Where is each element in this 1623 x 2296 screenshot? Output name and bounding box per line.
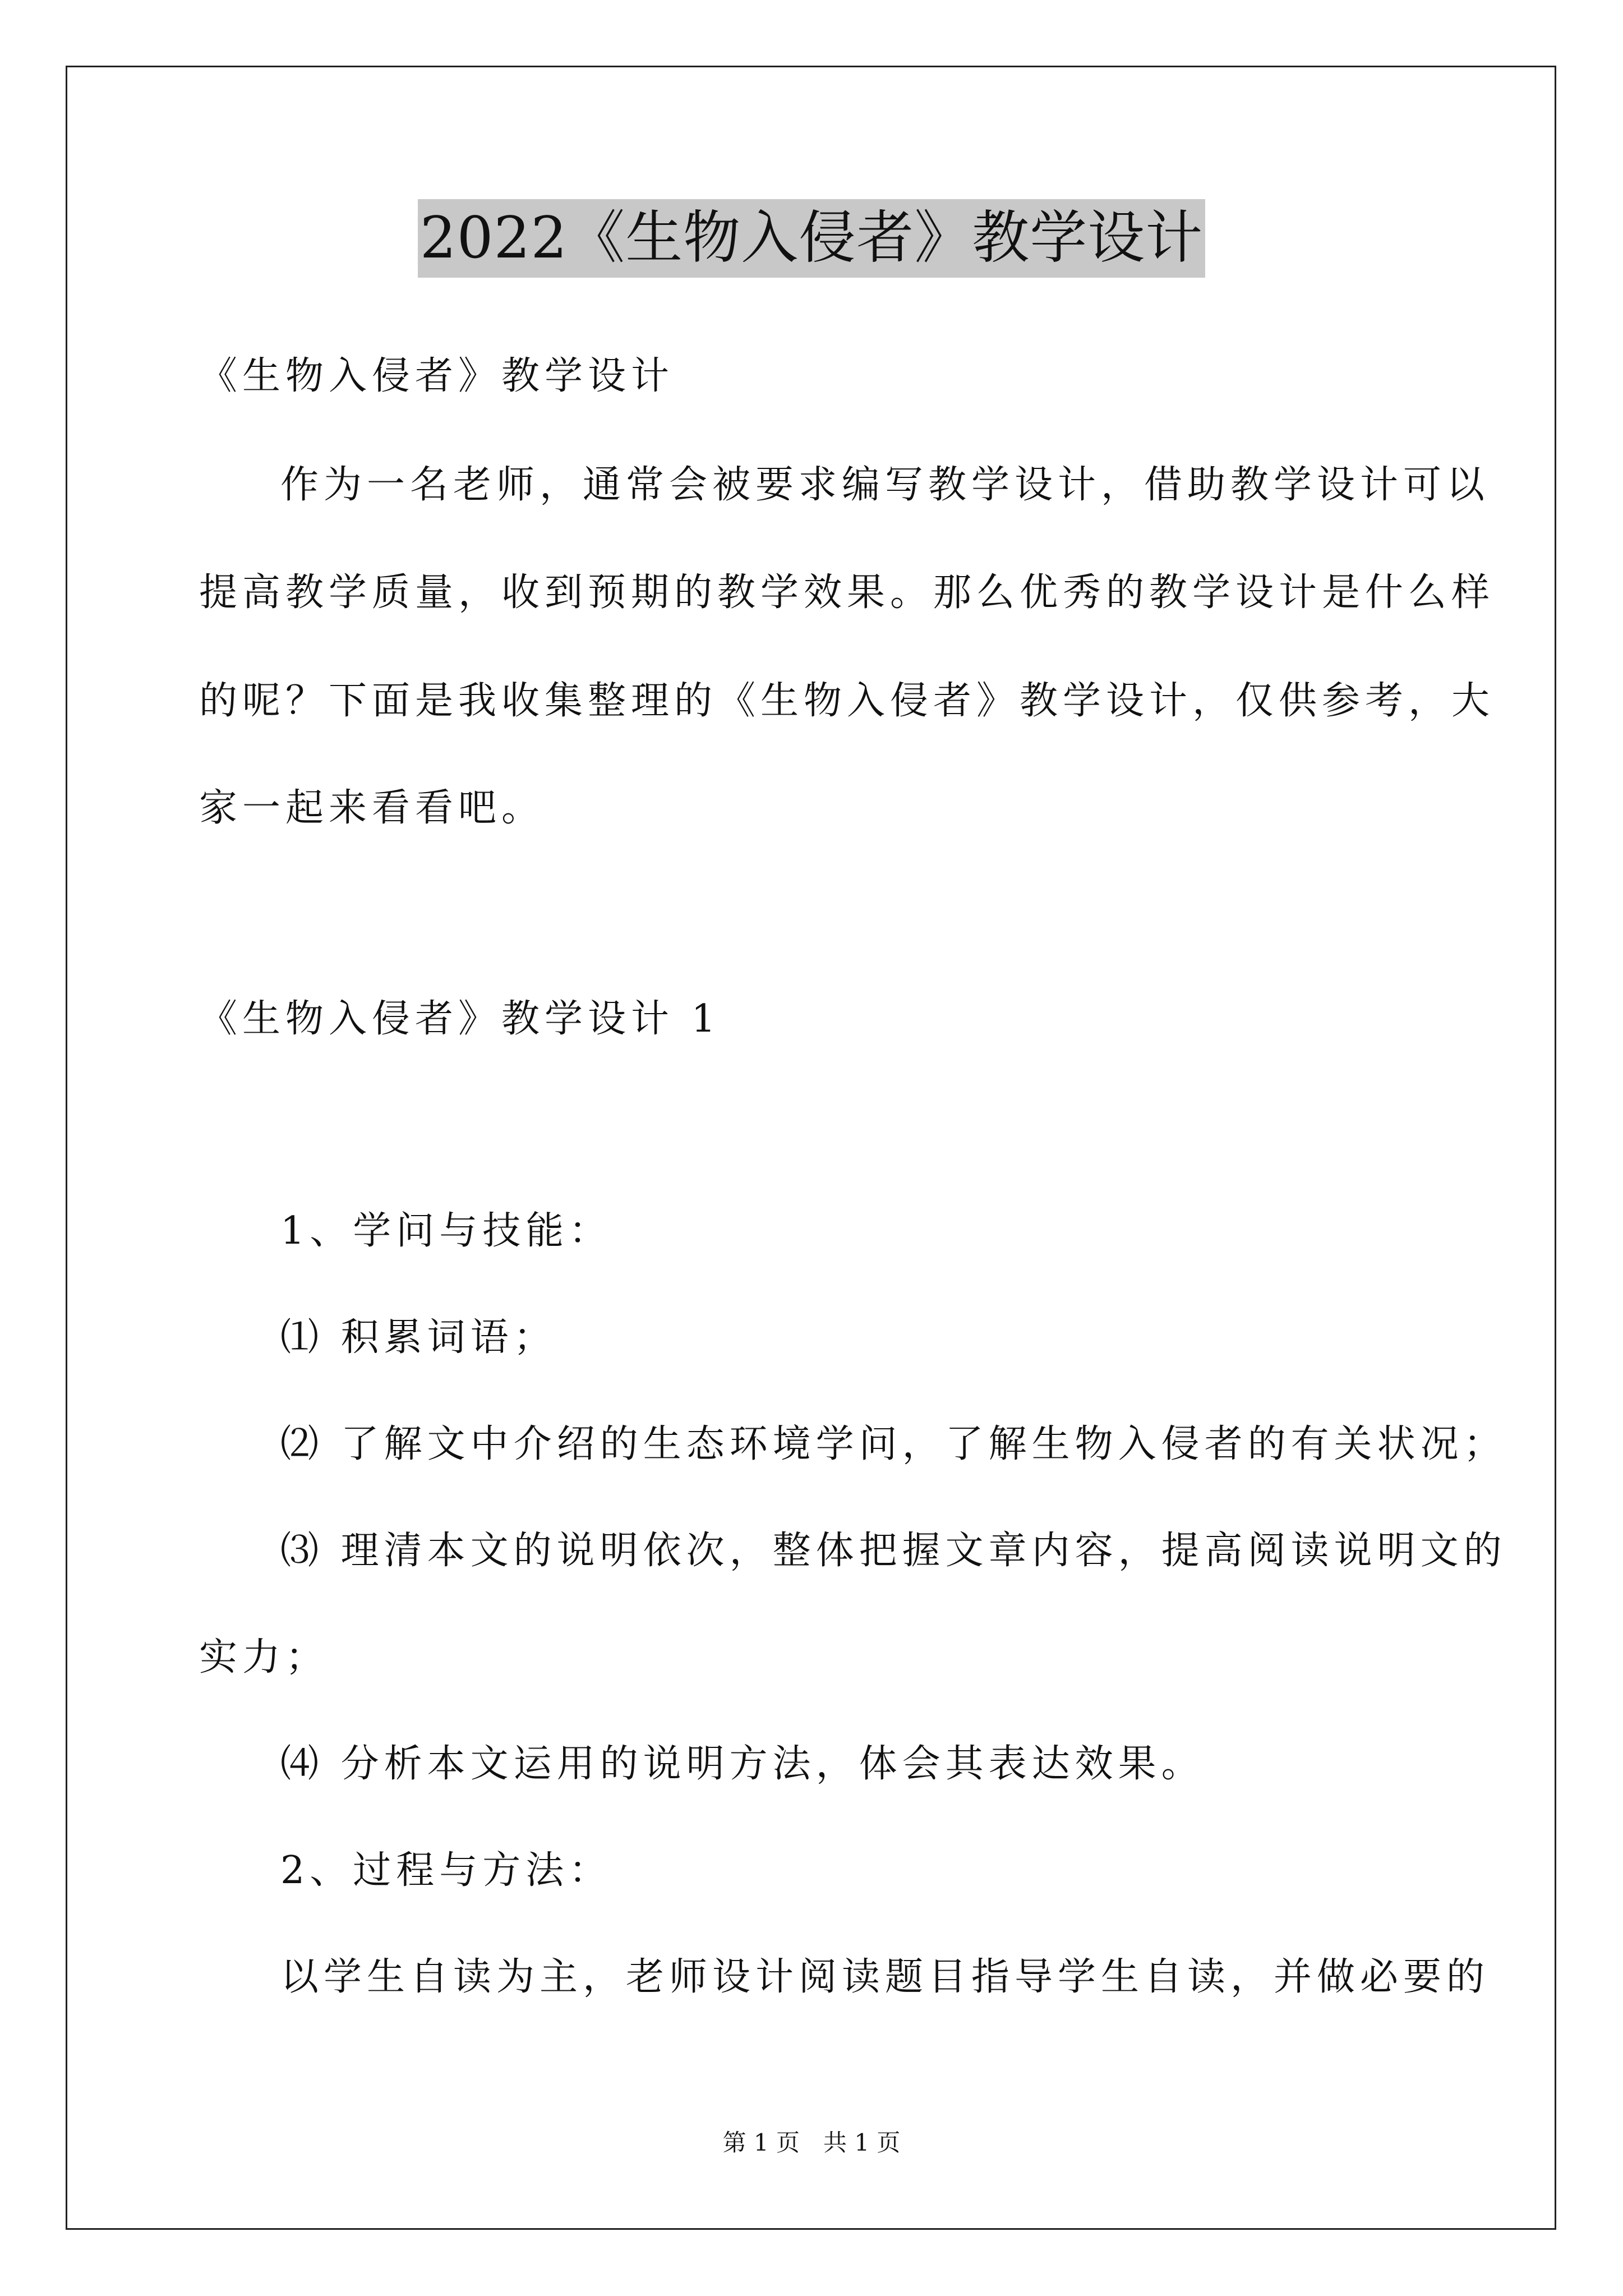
intro-line-2: 提高教学质量，收到预期的教学效果。那么优秀的教学设计是什么样 xyxy=(199,570,1495,615)
page-footer: 第 1 页 共 1 页 xyxy=(722,2129,901,2156)
body-line-3: ⑵ 了解文中介绍的生态环境学问，了解生物入侵者的有关状况； xyxy=(280,1422,1507,1466)
body-line-4: ⑶ 理清本文的说明依次，整体把握文章内容，提高阅读说明文的 xyxy=(280,1529,1507,1573)
body-line-5: 实力； xyxy=(199,1635,329,1680)
document-title: 2022《生物入侵者》教学设计 xyxy=(418,199,1206,278)
body-line-1: 1、学问与技能： xyxy=(280,1209,612,1253)
intro-line-1: 作为一名老师，通常会被要求编写教学设计，借助教学设计可以 xyxy=(280,463,1490,507)
title-block xyxy=(0,199,1623,278)
document-subtitle: 《生物入侵者》教学设计 xyxy=(199,354,675,398)
intro-line-4: 家一起来看看吧。 xyxy=(199,786,545,830)
section-heading: 《生物入侵者》教学设计 1 xyxy=(199,997,721,1041)
body-line-7: 2、过程与方法： xyxy=(280,1848,612,1893)
body-line-8: 以学生自读为主，老师设计阅读题目指导学生自读，并做必要的 xyxy=(280,1955,1490,1999)
body-line-2: ⑴ 积累词语； xyxy=(280,1315,557,1360)
body-line-6: ⑷ 分析本文运用的说明方法，体会其表达效果。 xyxy=(280,1742,1205,1786)
intro-line-3: 的呢？下面是我收集整理的《生物入侵者》教学设计，仅供参考，大 xyxy=(199,679,1495,723)
